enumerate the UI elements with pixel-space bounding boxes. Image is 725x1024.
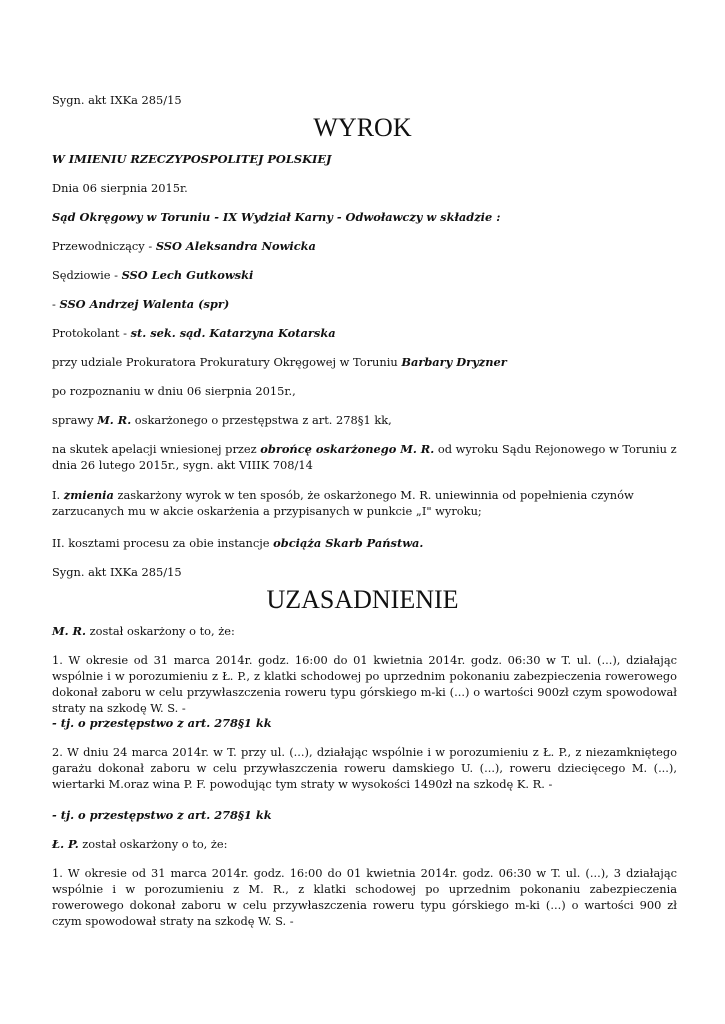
verdict-title: WYROK [313, 113, 412, 142]
defendant-mr-name: M. R. [52, 624, 86, 638]
hearing-date-line: po rozpoznaniu w dniu 06 sierpnia 2015r., [52, 384, 296, 398]
clerk-line [52, 325, 677, 341]
charge-mr-2: 2. W dniu 24 marca 2014r. w T. przy ul. (...), działając wspólnie i w porozumieniu z Ł. P., z niezamkniętego garażu dokonał zaboru w celu przywłaszczenia roweru damskiego U. (...), roweru dziecięcego M. (...), wiertarki M.oraz wina P. F. powodując tym straty w wysokości 1490zł na szkodę K. R. - [52, 745, 677, 791]
ruling-point-1-verb: zmienia [63, 488, 114, 502]
charge-lp-1: 1. W okresie od 31 marca 2014r. godz. 16:00 do 01 kwietnia 2014r. godz. 06:30 w T. ul. (...), 3 działając wspólnie i w porozumieniu z M. R., z klatki schodowej po uprzednim pokonaniu zabezpieczenia rowerowego dokonał zaboru w celu przywłaszczenia roweru typu górskiego m-ki (...) o wartości 900 zł czym spowodował straty na szkodę W. S. - [52, 866, 677, 928]
ruling-point-1-number: I. [52, 488, 64, 502]
presiding-judge-line [52, 238, 677, 254]
judge-line-2 [52, 296, 677, 312]
ruling-point-1-text: zaskarżony wyrok w ten sposób, że oskarżonego M. R. uniewinnia od popełnienia czynów zarzucanych mu w akcie oskarżenia a przypisanych w punkcie „I" wyroku; [52, 488, 634, 518]
judges-label: Sędziowie - [52, 268, 122, 282]
verdict-date: Dnia 06 sierpnia 2015r. [52, 181, 188, 195]
charge-mr-1: 1. W okresie od 31 marca 2014r. godz. 16:00 do 01 kwietnia 2014r. godz. 06:30 w T. ul. (...), działając wspólnie i w porozumieniu z Ł. P., z klatki schodowej po uprzednim pokonaniu zabezpieczenia rowerowego dokonał zaboru w celu przywłaszczenia roweru typu górskiego m-ki (...) o wartości 900zł czym spowodował straty na szkodę W. S. - [52, 653, 677, 715]
justification-title: UZASADNIENIE [266, 585, 459, 614]
appeal-by: obrońcę oskarżonego M. R. [260, 442, 435, 456]
appeal-paragraph [52, 441, 677, 473]
justification-signature: Sygn. akt IXKa 285/15 [52, 565, 182, 579]
ruling-point-2-text: II. kosztami procesu za obie instancje [52, 536, 274, 550]
prosecutor-text: przy udziale Prokuratora Prokuratury Okręgowej w Toruniu [52, 355, 402, 369]
case-line [52, 412, 677, 428]
defendant-lp-charged-text: został oskarżony o to, że: [78, 837, 228, 851]
appeal-prefix: na skutek apelacji wniesionej przez [52, 442, 261, 456]
ruling-point-2-bold: obciąża Skarb Państwa. [273, 536, 424, 550]
presiding-judge-name: SSO Aleksandra Nowicka [155, 239, 316, 253]
in-the-name-line: W IMIENIU RZECZYPOSPOLITEJ POLSKIEJ [52, 152, 332, 166]
defendant-lp-name: Ł. P. [52, 837, 79, 851]
appeal-suffix: od wyroku Sądu Rejonowego w Toruniu z dnia 26 lutego 2015r., sygn. akt VIIIK 708/14 [52, 442, 677, 472]
court-composition-heading: Sąd Okręgowy w Toruniu - IX Wydział Karny - Odwoławczy w składzie : [52, 210, 501, 224]
case-signature: Sygn. akt IXKa 285/15 [52, 93, 182, 107]
case-prefix: sprawy [52, 413, 98, 427]
judges-line [52, 267, 677, 283]
ruling-point-2 [52, 535, 677, 551]
ruling-point-1 [52, 487, 677, 519]
case-suffix: oskarżonego o przestępstwa z art. 278§1 kk, [131, 413, 392, 427]
clerk-label: Protokolant - [52, 326, 131, 340]
prosecutor-line [52, 354, 677, 370]
charge-mr-1-qualification: - tj. o przestępstwo z art. 278§1 kk [52, 716, 272, 730]
judge-dash: - [52, 297, 60, 311]
clerk-name: st. sek. sąd. Katarzyna Kotarska [130, 326, 336, 340]
presiding-judge-label: Przewodniczący - [52, 239, 156, 253]
defendant-name: M. R. [97, 413, 132, 427]
defendant-mr-charged-text: został oskarżony o to, że: [85, 624, 235, 638]
judge-name-2: SSO Andrzej Walenta (spr) [59, 297, 230, 311]
judge-name-1: SSO Lech Gutkowski [121, 268, 254, 282]
prosecutor-name: Barbary Dryzner [401, 355, 507, 369]
defendant-mr-charged-line [52, 623, 677, 639]
charge-mr-2-qualification: - tj. o przestępstwo z art. 278§1 kk [52, 808, 272, 822]
defendant-lp-charged-line [52, 836, 677, 852]
